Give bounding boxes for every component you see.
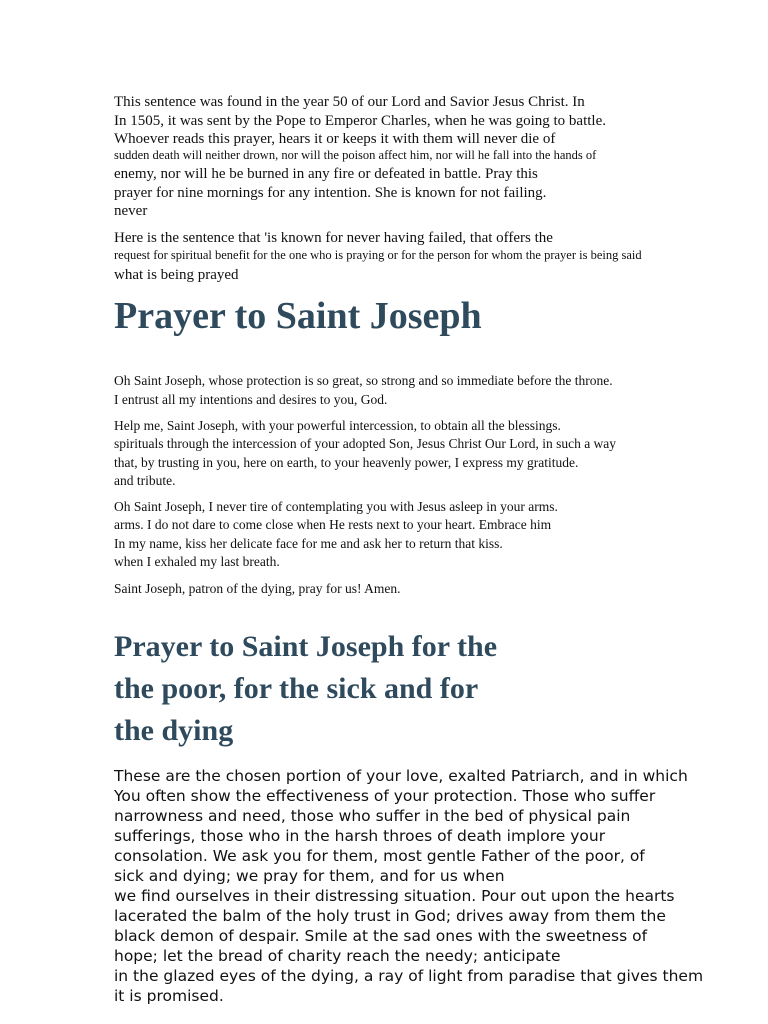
prayer1-line: Saint Joseph, patron of the dying, pray for us! Amen. bbox=[114, 581, 401, 596]
prayer2-line: sick and dying; we pray for them, and for us when bbox=[114, 867, 505, 885]
prayer2-title-line: Prayer to Saint Joseph for the bbox=[114, 630, 498, 663]
prayer2-line: lacerated the balm of the holy trust in God; drives away from them the bbox=[114, 907, 666, 925]
prayer2-line: narrowness and need, those who suffer in the bed of physical pain bbox=[114, 807, 631, 825]
intro-line: In 1505, it was sent by the Pope to Emperor Charles, when he was going to battle. bbox=[114, 113, 606, 129]
prayer2-line: black demon of despair. Smile at the sad ones with the sweetness of bbox=[114, 927, 648, 945]
prayer2-line: we find ourselves in their distressing situation. Pour out upon the hearts bbox=[114, 887, 675, 905]
prayer2-line: sufferings, those who in the harsh throes of death implore your bbox=[114, 827, 606, 845]
sentence-intro-line: Here is the sentence that 'is known for never having failed, that offers the bbox=[114, 230, 553, 246]
prayer1-line: spirituals through the intercession of your adopted Son, Jesus Christ Our Lord, in such a way bbox=[114, 436, 617, 451]
prayer2-line: These are the chosen portion of your love, exalted Patriarch, and in which bbox=[114, 767, 688, 785]
intro-line: Whoever reads this prayer, hears it or keeps it with them will never die of bbox=[114, 131, 556, 147]
intro-line: never bbox=[114, 203, 148, 219]
prayer1-line: when I exhaled my last breath. bbox=[114, 554, 280, 569]
prayer1-line: that, by trusting in you, here on earth, to your heavenly power, I express my gratitude. bbox=[114, 455, 579, 470]
prayer1-line: Help me, Saint Joseph, with your powerful intercession, to obtain all the blessings. bbox=[114, 418, 561, 433]
prayer2-line: You often show the effectiveness of your protection. Those who suffer bbox=[114, 787, 656, 805]
sentence-intro-line: what is being prayed bbox=[114, 267, 239, 283]
prayer2-title-line: the dying bbox=[114, 714, 234, 747]
prayer1-line: arms. I do not dare to come close when He rests next to your heart. Embrace him bbox=[114, 517, 552, 532]
prayer2-line: consolation. We ask you for them, most gentle Father of the poor, of bbox=[114, 847, 645, 865]
prayer2-title-line: the poor, for the sick and for bbox=[114, 672, 479, 705]
sentence-intro-line: request for spiritual benefit for the one who is praying or for the person for whom the prayer is being said bbox=[114, 248, 642, 262]
intro-line: prayer for nine mornings for any intention. She is known for not failing. bbox=[114, 185, 547, 201]
intro-line: This sentence was found in the year 50 of our Lord and Savior Jesus Christ. In bbox=[114, 94, 585, 110]
prayer1-line: Oh Saint Joseph, I never tire of contemplating you with Jesus asleep in your arms. bbox=[114, 499, 558, 514]
prayer1-line: and tribute. bbox=[114, 473, 176, 488]
prayer2-line: in the glazed eyes of the dying, a ray of light from paradise that gives them bbox=[114, 967, 704, 985]
intro-line: sudden death will neither drown, nor will the poison affect him, nor will he fall into the hands of bbox=[114, 148, 597, 162]
prayer1-title: Prayer to Saint Joseph bbox=[114, 295, 482, 337]
intro-line: enemy, nor will he be burned in any fire or defeated in battle. Pray this bbox=[114, 166, 538, 182]
prayer2-line: it is promised. bbox=[114, 987, 224, 1005]
prayer1-line: Oh Saint Joseph, whose protection is so great, so strong and so immediate before the throne. bbox=[114, 373, 613, 388]
prayer1-line: I entrust all my intentions and desires to you, God. bbox=[114, 392, 388, 407]
prayer2-line: hope; let the bread of charity reach the needy; anticipate bbox=[114, 947, 561, 965]
prayer1-line: In my name, kiss her delicate face for me and ask her to return that kiss. bbox=[114, 536, 503, 551]
